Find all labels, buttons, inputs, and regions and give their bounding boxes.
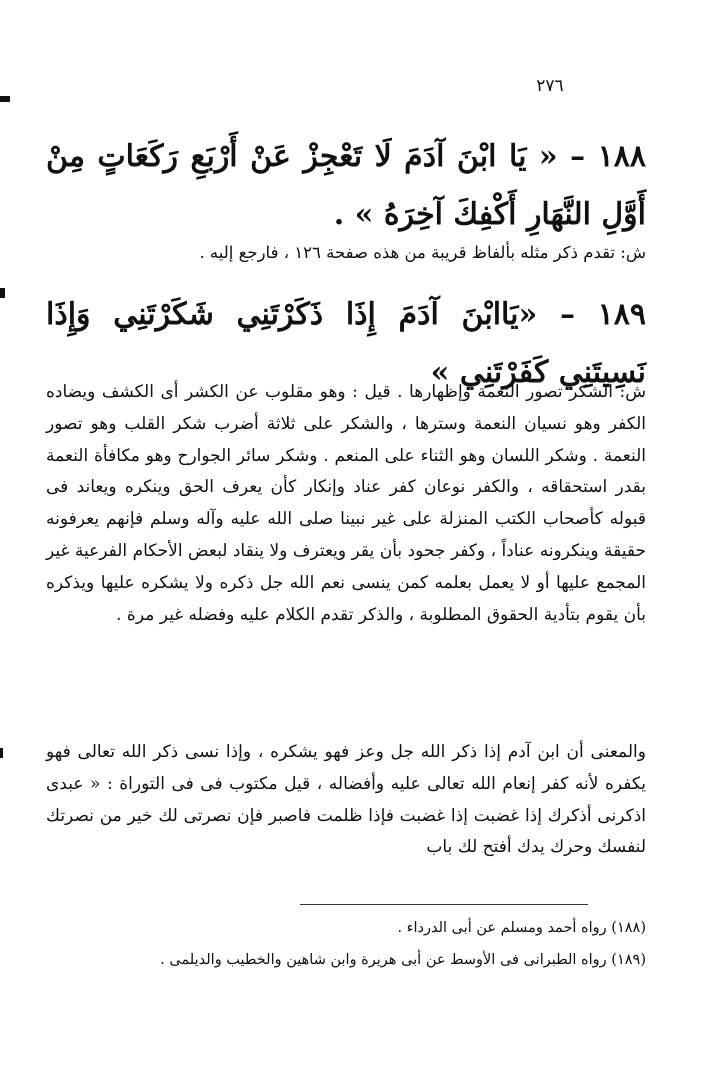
margin-mark: [0, 96, 10, 102]
hadith-189: ١٨٩ – «يَاابْنَ آدَمَ إِذَا ذَكَرْتَنِي شَكَرْتَنِي وَإِذَا نَسِيتَنِي كَفَرْتَنِي »: [46, 297, 646, 390]
commentary-188: ش: تقدم ذكر مثله بألفاظ قريبة من هذه صفحة ١٢٦ ، فارجع إليه .: [199, 243, 646, 262]
margin-mark: [0, 748, 3, 758]
hadith-188: ١٨٨ – « يَا ابْنَ آدَمَ لَا تَعْجِزْ عَنْ أَرْبَعِ رَكَعَاتٍ مِنْ أَوَّلِ النَّهَارِ أَكْفِكَ آخِرَهُ » .: [46, 139, 646, 232]
footnote-divider: [300, 904, 588, 905]
commentary-189-paragraph-2: والمعنى أن ابن آدم إذا ذكر الله جل وعز فهو يشكره ، وإذا نسى ذكر الله تعالى فهو يكفره لأنه كفر إنعام الله تعالى عليه وأفضاله ، قيل مكتوب فى فى التوراة : « عبدى اذكرنى أذكرك إذا غضبت إذا غضبت فإذا ظلمت فاصبر فإن نصرتى لك خير من نصرتك لنفسك وحرك يدك أفتح لك باب: [46, 742, 646, 858]
margin-mark: [0, 288, 5, 298]
page-number: ٢٧٦: [536, 76, 564, 96]
footnote-189: (١٨٩) رواه الطبرانى فى الأوسط عن أبى هريرة وابن شاهين والخطيب والديلمى .: [160, 952, 646, 968]
commentary-189-paragraph-1: ش: الشكر تصور النعمة وإظهارها . قيل : وهو مقلوب عن الكشر أى الكشف ويضاده الكفر وهو نسيان النعمة وسترها ، والشكر على ثلاثة أضرب شكر القلب وهو تصور النعمة . وشكر اللسان وهو الثناء على المنعم . وشكر سائر الجوارح وهو مكافأة النعمة بقدر استحقاقه ، والكفر نوعان كفر عناد وإنكار كأن يعرف الحق وينكره ويعاند فى قبوله كأصحاب الكتب المنزلة على غير نبينا صلى الله عليه وآله وسلم فإنهم يعرفونه حقيقة وينكرونه عناداً ، وكفر جحود بأن يقر ويعترف ولا ينقاد لبعض الأحكام الفرعية غير المجمع عليها أو لا يعمل بعلمه كمن ينسى نعم الله جل ذكره ولا يشكره عليها ويذكره بأن يقوم بتأدية الحقوق المطلوبة ، والذكر تقدم الكلام عليه وفضله غير مرة .: [46, 382, 646, 625]
footnote-188: (١٨٨) رواه أحمد ومسلم عن أبى الدرداء .: [397, 920, 646, 936]
